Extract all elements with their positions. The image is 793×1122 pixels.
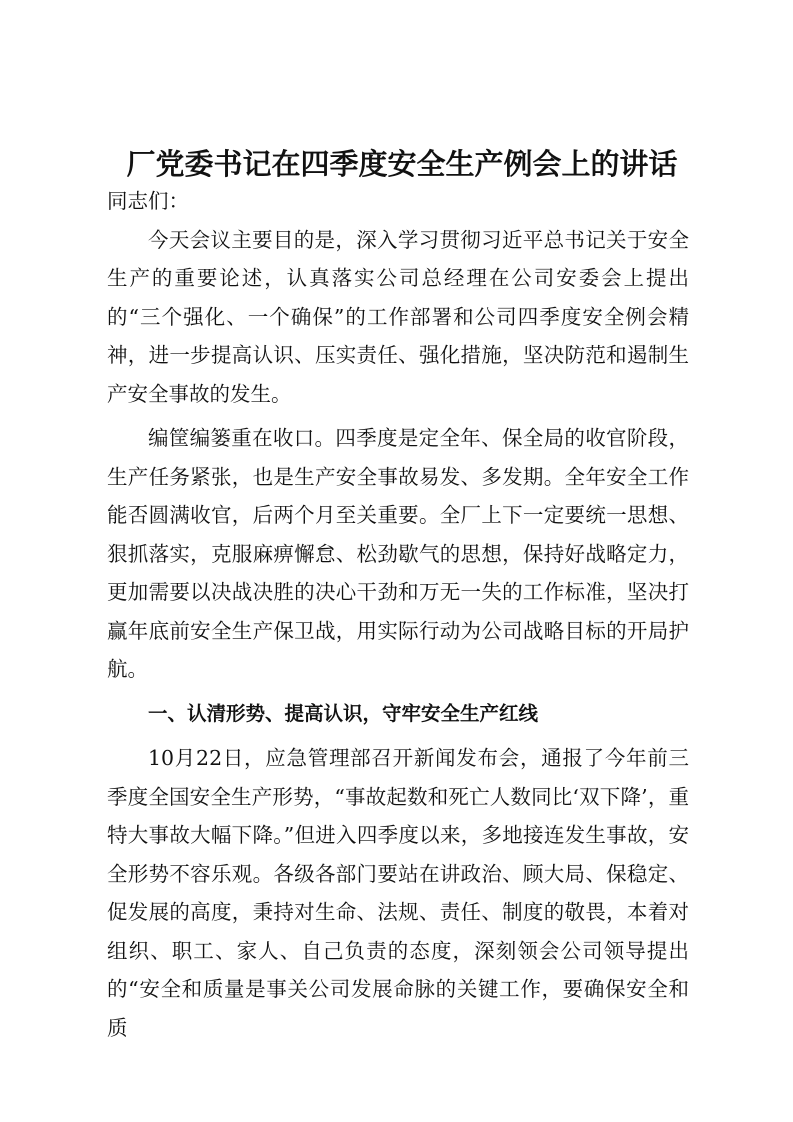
- section-heading: 一、认清形势、提高认识，守牢安全生产红线: [148, 701, 539, 725]
- section-paragraph-1: 10月22日，应急管理部召开新闻发布会，通报了今年前三季度全国安全生产形势，“事故起数和死亡人数同比‘双下降’，重特大事故大幅下降。”但进入四季度以来，多地接连发生事故，安全形势不容乐观。各级各部门要站在讲政治、顾大局、保稳定、促发展的高度，秉持对生命、法规、责任、制度的敬畏，本着对组织、职工、家人、自己负责的态度，深刻领会公司领导提出的“安全和质量是事关公司发展命脉的关键工作，要确保安全和质: [107, 746, 689, 1040]
- paragraph-2: 编筐编篓重在收口。四季度是定全年、保全局的收官阶段，生产任务紧张，也是生产安全事故易发、多发期。全年安全工作能否圆满收官，后两个月至关重要。全厂上下一定要统一思想、狠抓落实，克服麻痹懈怠、松劲歇气的思想，保持好战略定力，更加需要以决战决胜的决心干劲和万无一失的工作标准，坚决打赢年底前安全生产保卫战，用实际行动为公司战略目标的开局护航。: [107, 426, 689, 681]
- paragraph-1: 今天会议主要目的是，深入学习贯彻习近平总书记关于安全生产的重要论述，认真落实公司总经理在公司安委会上提出的“三个强化、一个确保”的工作部署和公司四季度安全例会精神，进一步提高认识、压实责任、强化措施，坚决防范和遏制生产安全事故的发生。: [107, 227, 689, 406]
- document-page: [107, 140, 689, 1047]
- salutation: 同志们：: [107, 189, 189, 213]
- document-title: 厂党委书记在四季度安全生产例会上的讲话: [126, 147, 678, 181]
